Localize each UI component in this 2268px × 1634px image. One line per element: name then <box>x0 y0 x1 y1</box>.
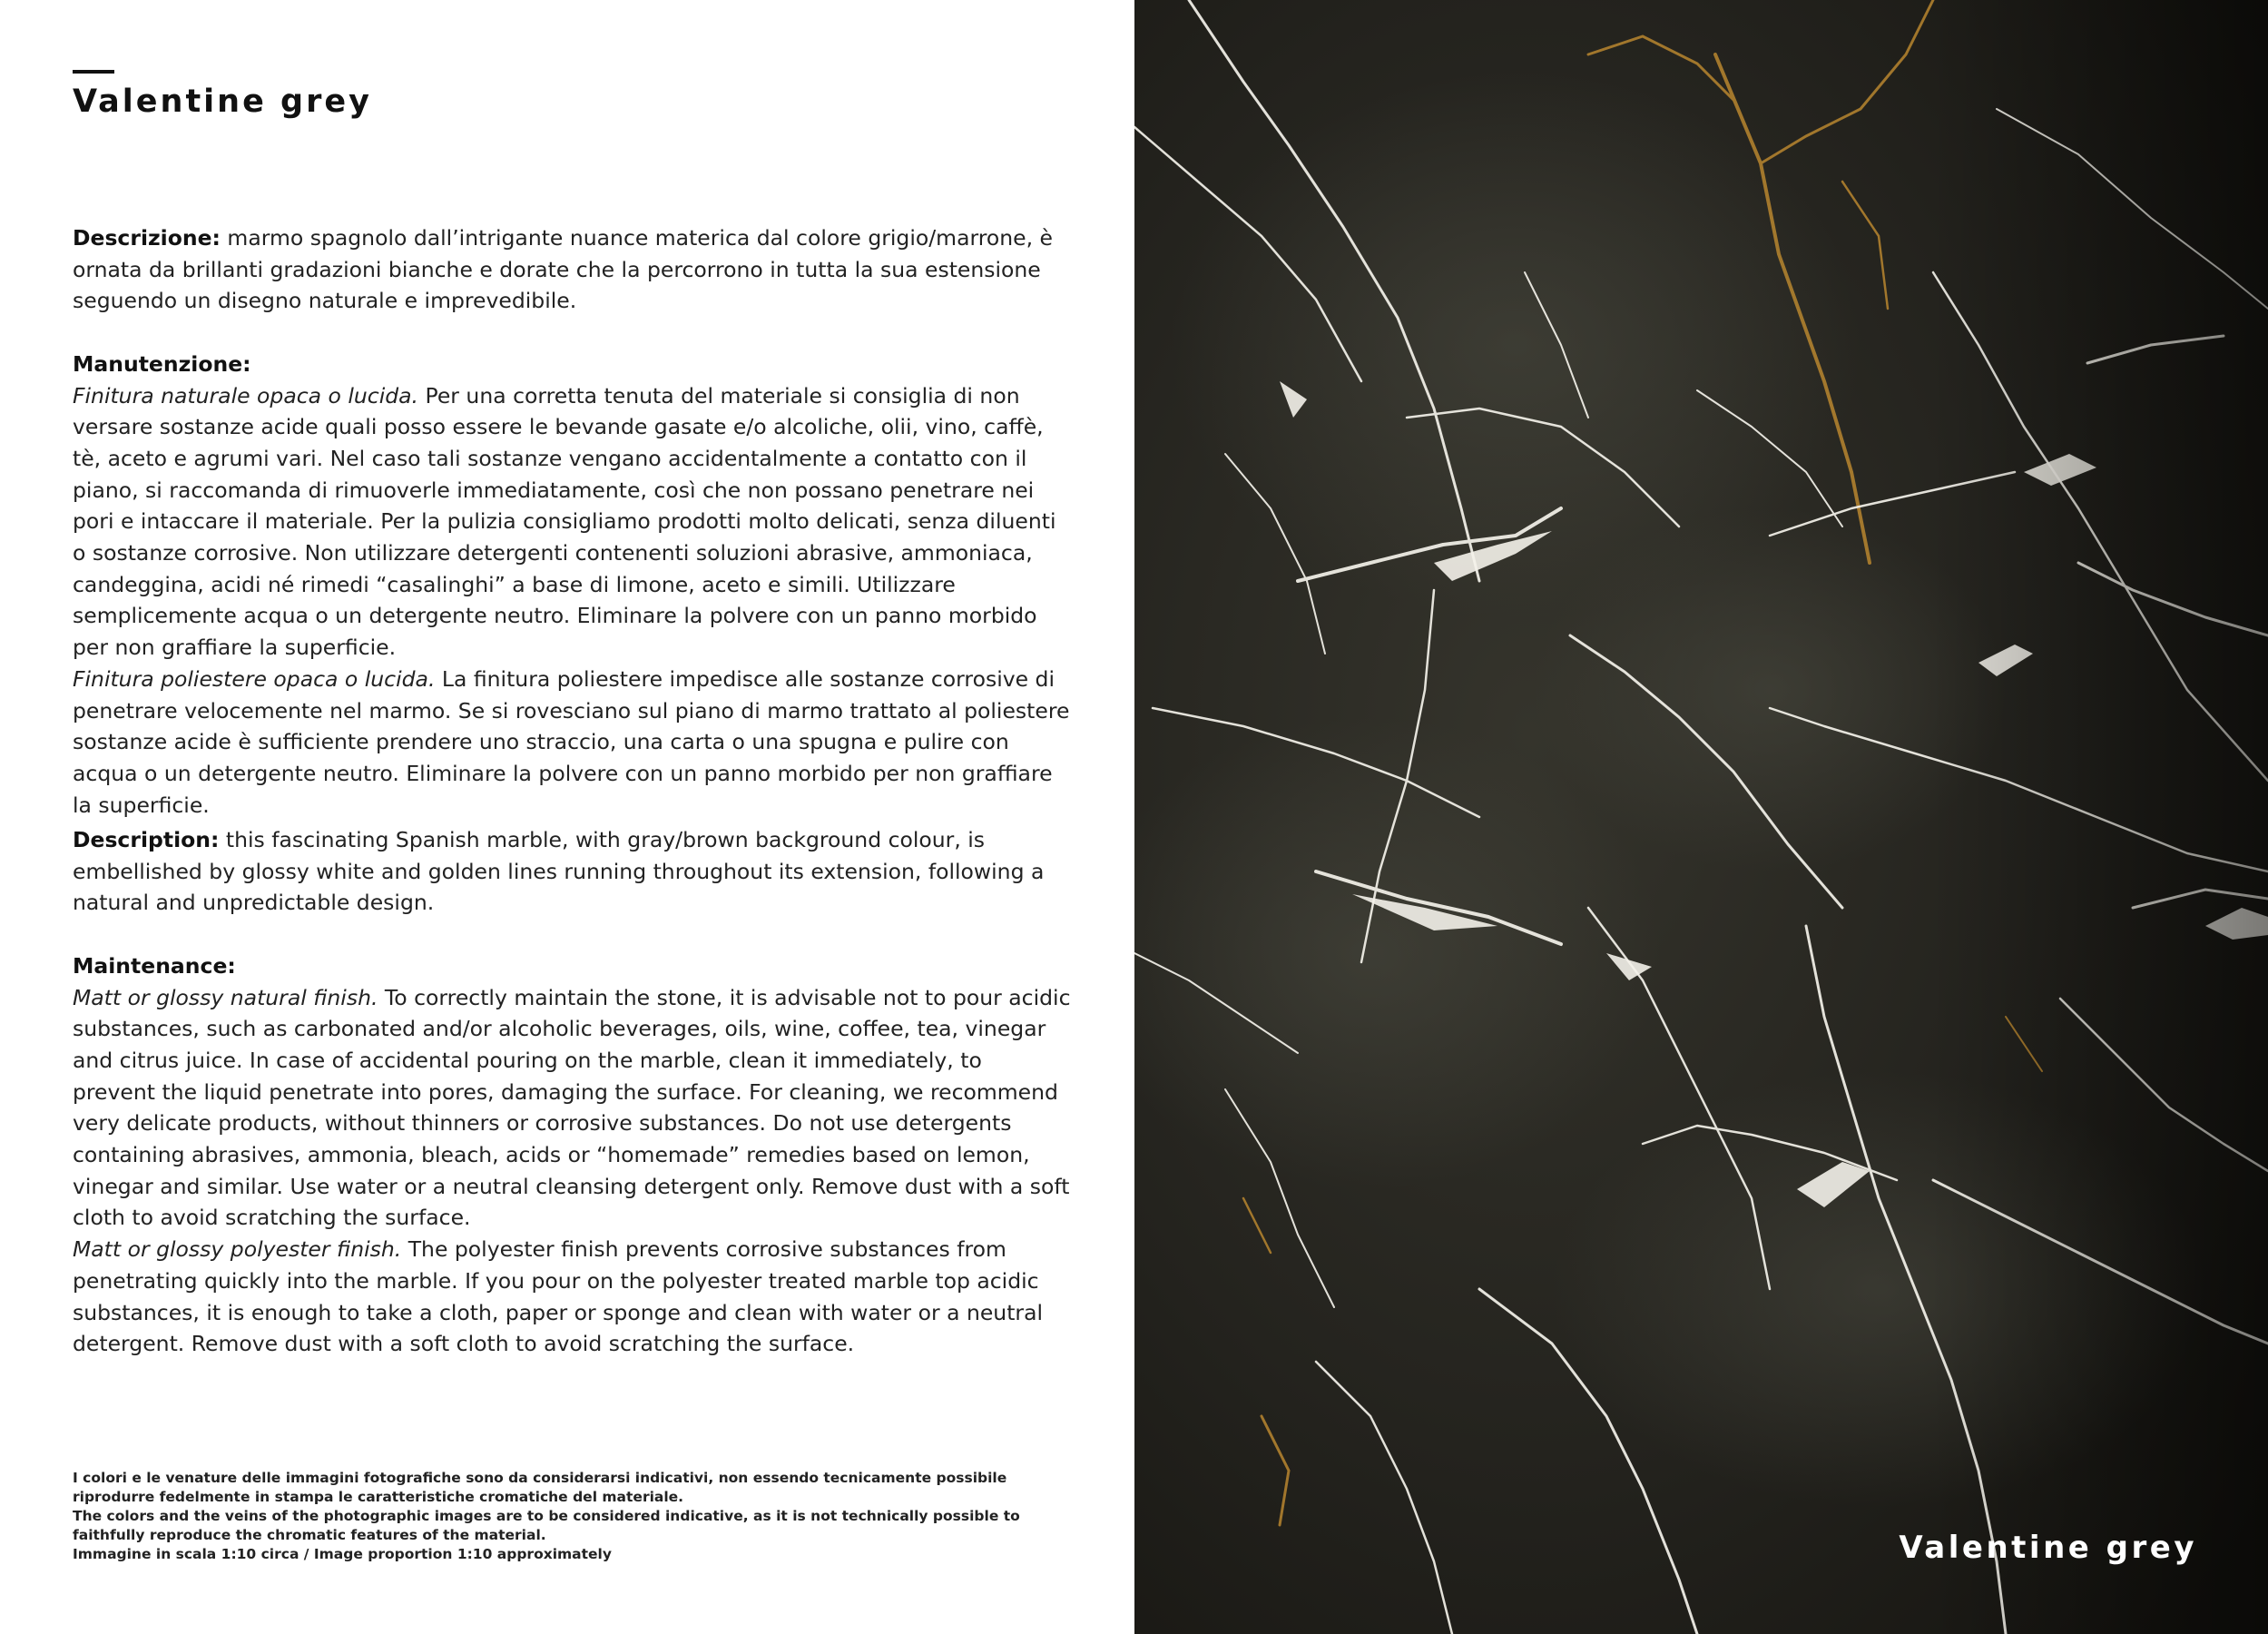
image-caption: Valentine grey <box>1899 1530 2197 1566</box>
footnote-scale: Immagine in scala 1:10 circa / Image proportion 1:10 approximately <box>73 1546 612 1562</box>
english-natural-finish-text: To correctly maintain the stone, it is advisable not to pour acidic substances, such as carbonated and/or alcoholic beverages, oils, wine, coffee, tea, vinegar and citrus juice. In case of accidental pouring on the marble, clean it immediately, to prevent the liquid penetrate into pores, damaging the surface. For cleaning, we recommend very delicate products, without thinners or corrosive substances. Do not use detergents containing abrasives, ammonia, bleach, acids or “homemade” remedies based on lemon, vinegar and similar. Use water or a neutral cleansing detergent only. Remove dust with a soft cloth to avoid scratching the surface. <box>73 984 1071 1231</box>
italian-polyester-finish-text: La finitura poliestere impedisce alle sostanze corrosive di penetrare velocemente nel marmo. Se si rovesciano sul piano di marmo trattato al poliestere sostanze acide è sufficiente prendere uno straccio, una carta o una spugna e pulire con acqua o un detergente neutro. Eliminare la polvere con un panno morbido per non graffiare la superficie. <box>73 665 1070 818</box>
footnote-english: The colors and the veins of the photographic images are to be considered indicative, as it is not technically possible to faithfully reproduce the chromatic features of the material. <box>73 1508 1020 1543</box>
marble-image-panel <box>1134 0 2268 1634</box>
english-description-text: this fascinating Spanish marble, with gray/brown background colour, is embellished by glossy white and golden lines running throughout its extension, following a natural and unpredictable design. <box>73 827 1045 916</box>
footnote-italian: I colori e le venature delle immagini fotografiche sono da considerarsi indicativi, non essendo tecnicamente possibile riprodurre fedelmente in stampa le caratteristiche cromatiche del materiale. <box>73 1470 1007 1505</box>
english-polyester-finish-text: The polyester finish prevents corrosive substances from penetrating quickly into the marble. If you pour on the polyester treated marble top acidic substances, it is enough to take a cloth, paper or sponge and clean with water or a neutral detergent. Remove dust with a soft cloth to avoid scratching the surface. <box>73 1236 1043 1357</box>
english-section <box>73 824 1071 1360</box>
italian-maintenance-label: Manutenzione: <box>73 350 251 377</box>
italian-description-text: marmo spagnolo dall’intrigante nuance materica dal colore grigio/marrone, è ornata da brillanti gradazioni bianche e dorate che la percorrono in tutta la sua estensione seguendo un disegno naturale e imprevedibile. <box>73 225 1053 314</box>
italian-polyester-finish <box>73 664 1071 822</box>
italian-polyester-finish-label: Finitura poliestere opaca o lucida. <box>73 665 436 692</box>
english-polyester-finish-label: Matt or glossy polyester finish. <box>73 1236 402 1263</box>
italian-description <box>73 222 1071 317</box>
marble-texture-image <box>1134 0 2268 1634</box>
english-maintenance-label: Maintenance: <box>73 952 236 979</box>
english-natural-finish <box>73 982 1071 1235</box>
page-title: Valentine grey <box>73 84 372 120</box>
italian-natural-finish-label: Finitura naturale opaca o lucida. <box>73 382 419 408</box>
italian-description-label: Descrizione: <box>73 225 221 251</box>
italian-section <box>73 222 1071 821</box>
english-natural-finish-label: Matt or glossy natural finish. <box>73 984 378 1010</box>
title-dash <box>73 70 114 74</box>
footnote <box>73 1469 1071 1564</box>
english-description-label: Description: <box>73 827 220 852</box>
italian-natural-finish-text: Per una corretta tenuta del materiale si consiglia di non versare sostanze acide quali posso essere le bevande gasate e/o alcoliche, olii, vino, caffè, tè, aceto e agrumi vari. Nel caso tali sostanze vengano accidentalmente a contatto con il piano, si raccomanda di rimuoverle immediatamente, così che non possano penetrare nei pori e intaccare il materiale. Per la pulizia consigliamo prodotti molto delicati, senza diluenti o sostanze corrosive. Non utilizzare detergenti contenenti soluzioni abrasive, ammoniaca, candeggina, acidi né rimedi “casalinghi” a base di limone, aceto e simili. Utilizzare semplicemente acqua o un detergente neutro. Eliminare la polvere con un panno morbido per non graffiare la superficie. <box>73 382 1056 661</box>
italian-natural-finish <box>73 380 1071 664</box>
english-polyester-finish <box>73 1234 1071 1360</box>
english-description <box>73 824 1071 919</box>
